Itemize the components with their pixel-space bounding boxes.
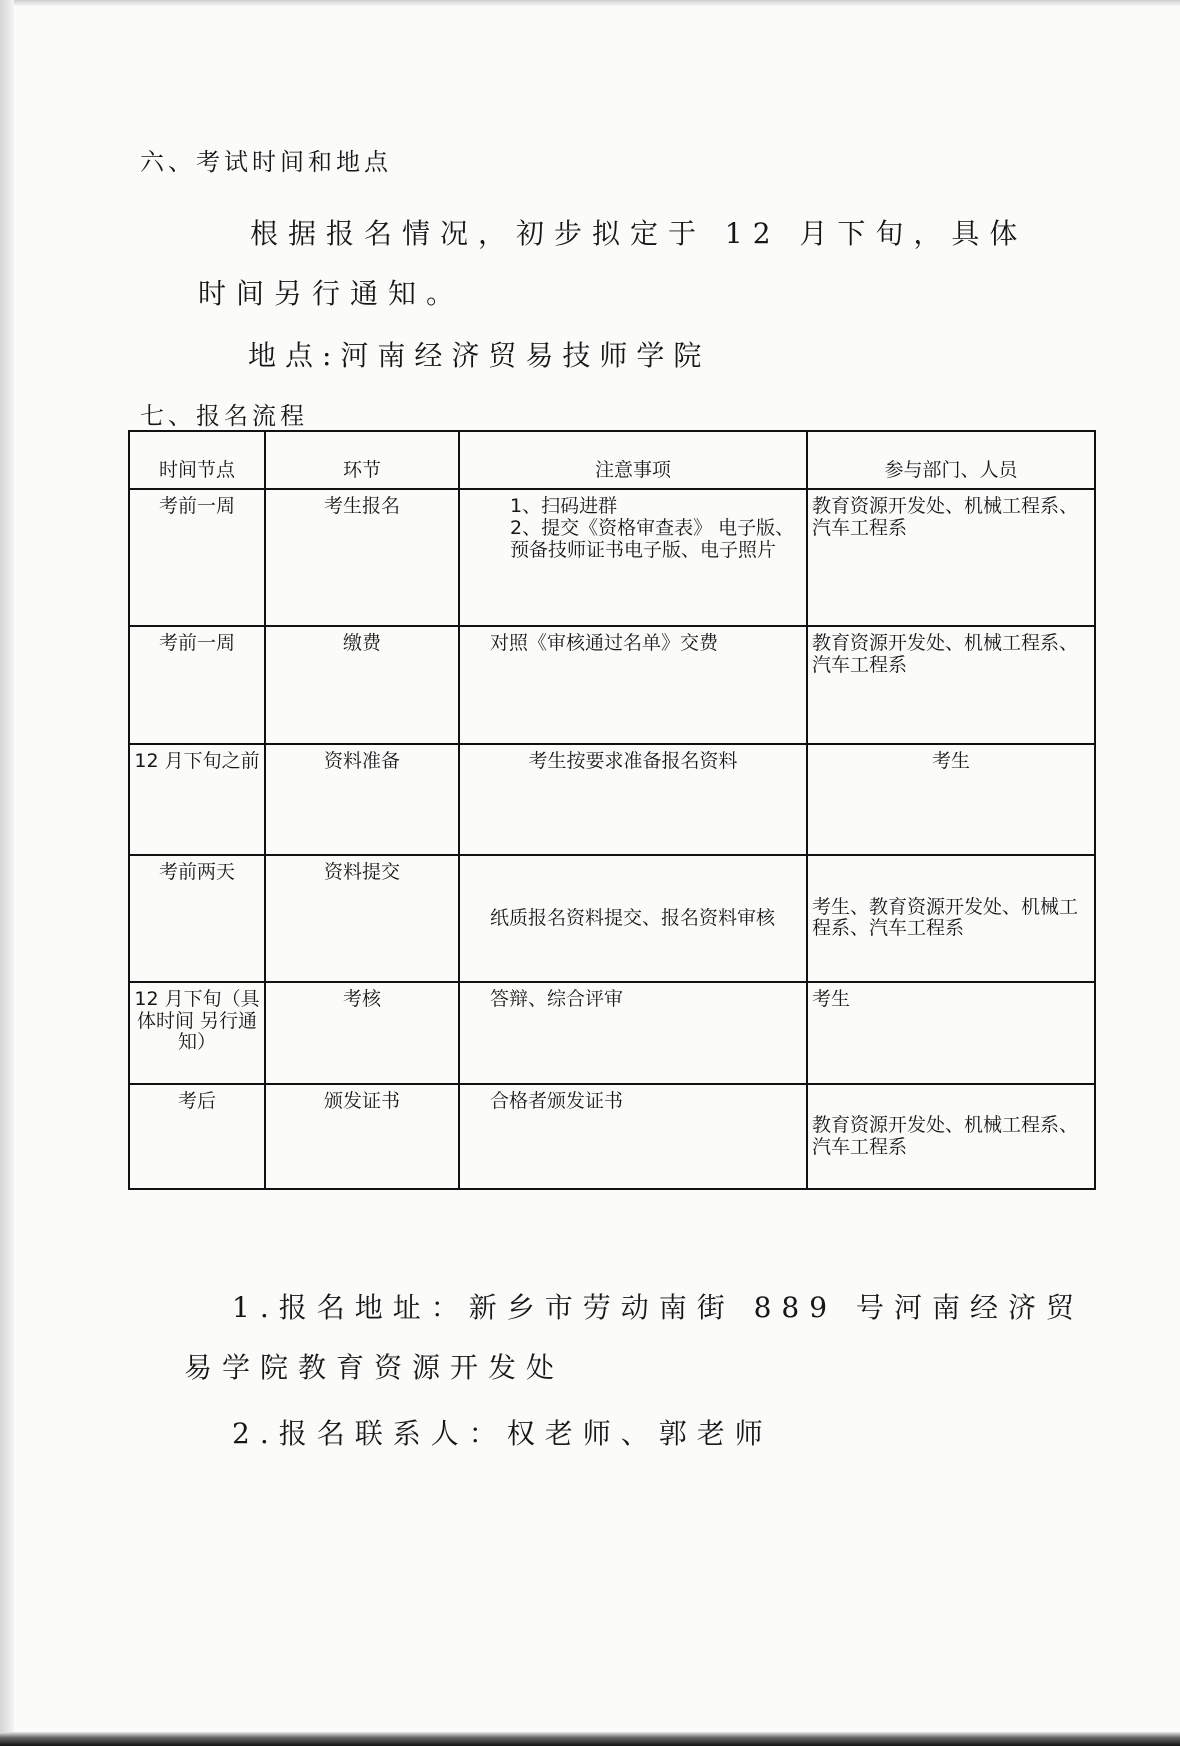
header-notes: 注意事项 xyxy=(459,431,807,489)
note-line: 2、提交《资格审查表》 电子版、预备技师证书电子版、电子照片 xyxy=(510,516,795,561)
cell-notes: 考生按要求准备报名资料 xyxy=(459,744,807,855)
cell-notes: 对照《审核通过名单》交费 xyxy=(459,626,807,745)
cell-dept: 教育资源开发处、机械工程系、汽车工程系 xyxy=(807,626,1095,745)
scan-edge-bottom xyxy=(0,1732,1180,1746)
section-7-heading: 七、报名流程 xyxy=(140,402,308,430)
cell-step: 颁发证书 xyxy=(265,1084,459,1189)
cell-time: 12 月下旬（具体时间 另行通知） xyxy=(129,982,265,1085)
footer-contact: 2.报名联系人：权老师、郭老师 xyxy=(232,1417,773,1450)
cell-notes: 答辩、综合评审 xyxy=(459,982,807,1085)
cell-step: 考生报名 xyxy=(265,489,459,626)
cell-time: 考前一周 xyxy=(129,489,265,626)
section-6-heading: 六、考试时间和地点 xyxy=(140,148,392,176)
scan-edge-top xyxy=(0,0,1180,6)
table-row xyxy=(129,982,1095,1085)
table-row xyxy=(129,855,1095,982)
section-6-paragraph-line1: 根据报名情况，初步拟定于 12 月下旬，具体 xyxy=(250,217,1028,250)
cell-dept: 教育资源开发处、机械工程系、汽车工程系 xyxy=(807,489,1095,626)
cell-dept: 考生 xyxy=(807,744,1095,855)
cell-notes: 合格者颁发证书 xyxy=(459,1084,807,1189)
scan-edge-left xyxy=(0,0,14,1746)
header-time: 时间节点 xyxy=(129,431,265,489)
footer-address-line1: 1.报名地址：新乡市劳动南街 889 号河南经济贸 xyxy=(232,1291,1084,1324)
table-row xyxy=(129,489,1095,626)
cell-step: 资料提交 xyxy=(265,855,459,982)
table-header-row xyxy=(129,431,1095,489)
table-row xyxy=(129,1084,1095,1189)
cell-step: 考核 xyxy=(265,982,459,1085)
cell-dept: 教育资源开发处、机械工程系、汽车工程系 xyxy=(807,1084,1095,1189)
table-row xyxy=(129,744,1095,855)
cell-time: 考前一周 xyxy=(129,626,265,745)
cell-time: 考前两天 xyxy=(129,855,265,982)
cell-dept: 考生 xyxy=(807,982,1095,1085)
registration-flow-table xyxy=(128,430,1096,1190)
cell-notes: 纸质报名资料提交、报名资料审核 xyxy=(459,855,807,982)
cell-step: 资料准备 xyxy=(265,744,459,855)
note-line: 1、扫码进群 xyxy=(510,495,618,517)
header-dept: 参与部门、人员 xyxy=(807,431,1095,489)
cell-notes xyxy=(459,489,807,626)
section-6-location: 地点:河南经济贸易技师学院 xyxy=(248,339,711,372)
footer-address-line2: 易学院教育资源开发处 xyxy=(184,1351,565,1384)
cell-step: 缴费 xyxy=(265,626,459,745)
cell-dept: 考生、教育资源开发处、机械工程系、汽车工程系 xyxy=(807,855,1095,982)
cell-time: 考后 xyxy=(129,1084,265,1189)
section-6-paragraph-line2: 时间另行通知。 xyxy=(198,277,465,310)
cell-time: 12 月下旬之前 xyxy=(129,744,265,855)
header-step: 环节 xyxy=(265,431,459,489)
table-row xyxy=(129,626,1095,745)
